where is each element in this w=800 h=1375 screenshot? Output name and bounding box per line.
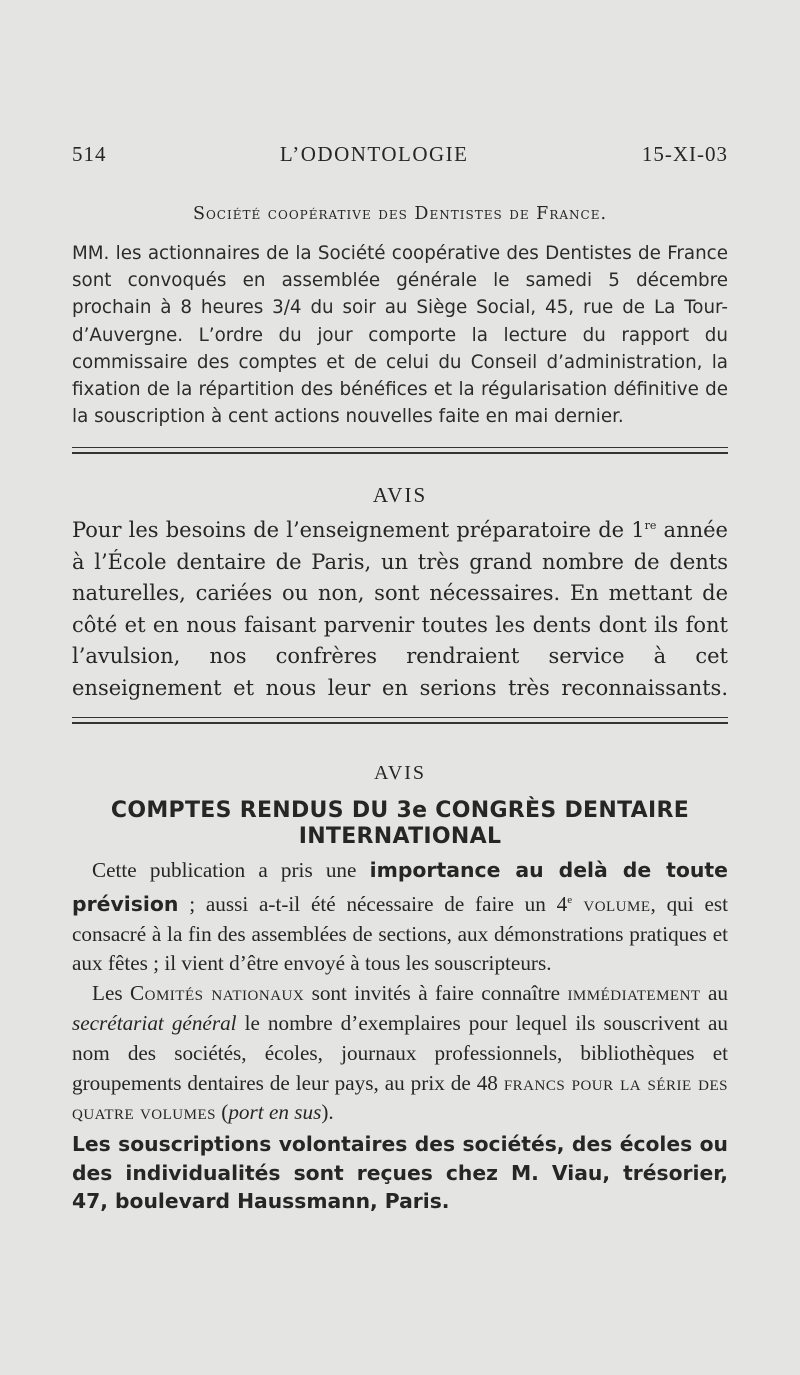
divider-rule: [72, 447, 728, 454]
page-number: 514: [72, 142, 107, 166]
notice-text: année à l’École dentaire de Paris, un très grand nombre de dents naturelles, cariées ou non, sont nécessaires. En mettant de côté et en nous faisant parvenir toutes les dents dont ils font l’avulsion, nos confrères rendraient service à cet enseignement et nous leur en serions très reconnaissants.: [72, 518, 728, 700]
notice-text: Pour les besoins de l’enseignement préparatoire de 1: [72, 518, 645, 542]
notice-heading: AVIS: [373, 762, 427, 784]
issue-date: 15-XI-03: [641, 142, 728, 166]
notice-body: [72, 510, 728, 704]
divider-rule: [72, 717, 728, 724]
subscription-notice: Les souscriptions volontaires des sociétés, des écoles ou des individualités sont reçues chez M. Viau, trésorier, 47, boulevard Haussmann, Paris.: [72, 1132, 728, 1214]
emphasis: importance au delà de toute prévision: [72, 858, 728, 916]
section-title: Société coopérative des Dentistes de France.: [192, 204, 608, 224]
ordinal-suffix: e: [567, 893, 573, 906]
paragraph: Les Comités nationaux sont invités à faire connaître immédiatement au secrétariat général le nombre d’exemplaires pour lequel ils souscrivent au nom des sociétés, écoles, journaux professionnels, bibliothèques et groupements dentaires de leur pays, au prix de 48 francs pour la série des quatre volumes (port en sus).: [72, 981, 728, 1125]
notice-heading: AVIS: [372, 483, 428, 507]
congress-notice-body: [72, 856, 728, 1216]
journal-title: L’ODONTOLOGIE: [279, 142, 469, 166]
ordinal-suffix: re: [644, 519, 657, 532]
congress-title: COMPTES RENDUS DU 3e CONGRÈS DENTAIRE INTERNATIONAL: [110, 798, 690, 849]
running-header: [72, 142, 728, 167]
section-body: MM. les actionnaires de la Société coopérative des Dentistes de France sont convoqués en assemblée générale le samedi 5 décembre prochain à 8 heures 3/4 du soir au Siège Social, 45, rue de La Tour-d’Auvergne. L’ordre du jour comporte la lecture du rapport du commissaire des comptes et de celui du Conseil d’administration, la fixation de la répartition des bénéfices et la régularisation définitive de la souscription à cent actions nouvelles faite en mai dernier.: [72, 243, 728, 428]
paragraph: Cette publication a pris une importance au delà de toute prévision ; aussi a-t-il été nécessaire de faire un 4e volume, qui est consacré à la fin des assemblées de sections, aux démonstrations pratiques et aux fêtes ; il vient d’être envoyé à tous les souscripteurs.: [72, 858, 728, 976]
